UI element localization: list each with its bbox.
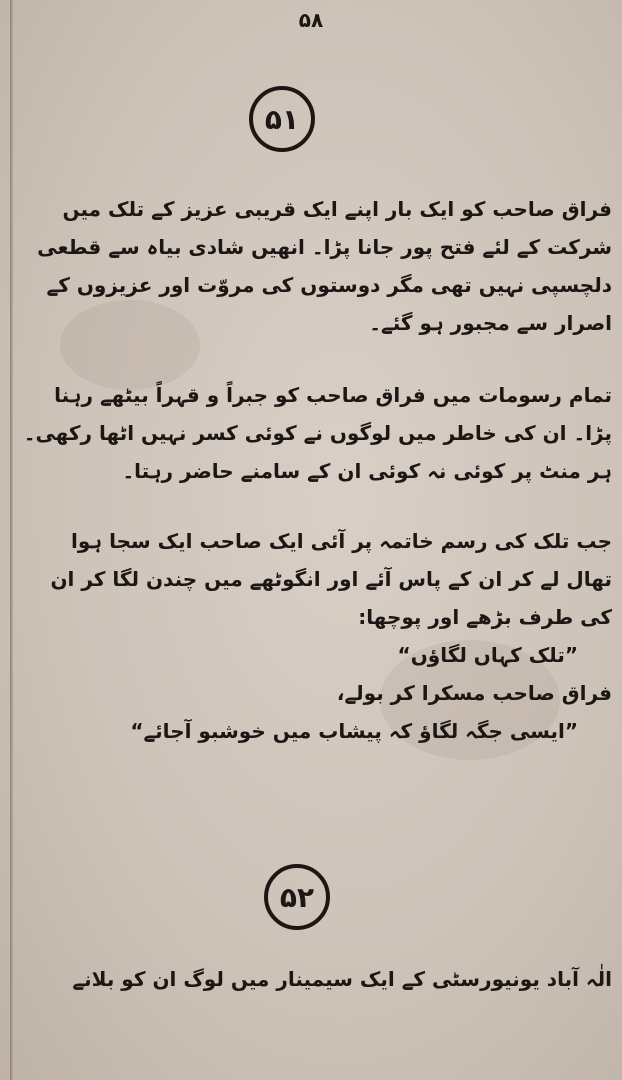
paragraph-text: الٰہ آباد یونیورسٹی کے ایک سیمینار میں لوگ ان کو بلانے xyxy=(72,967,612,991)
paragraph xyxy=(22,960,612,998)
paragraph-text: جب تلک کی رسم خاتمہ پر آئی ایک صاحب ایک سجا ہوا تھال لے کر ان کے پاس آئے اور انگوٹھے میں چندن لگا کر ان کی طرف بڑھے اور پوچھا: xyxy=(50,529,612,629)
paragraph-text: فراق صاحب کو ایک بار اپنے ایک قریبی عزیز کے تلک میں شرکت کے لئے فتح پور جانا پڑا۔ انھیں شادی بیاہ سے قطعی دلچسپی نہیں تھی مگر دوستوں کی مروّت اور عزیزوں کے اصرار سے مجبور ہو گئے۔ xyxy=(37,197,612,335)
reply-intro: فراق صاحب مسکرا کر بولے، xyxy=(336,681,612,705)
page-binding-edge xyxy=(10,0,13,1080)
paragraph-text: تمام رسومات میں فراق صاحب کو جبراً و قہراً بیٹھے رہنا پڑا۔ ان کی خاطر میں لوگوں نے کوئی کسر نہیں اٹھا رکھی۔ ہر منٹ پر کوئی نہ کوئی ان کے سامنے حاضر رہتا۔ xyxy=(23,383,612,483)
quoted-question: ”تلک کہاں لگاؤں“ xyxy=(397,643,578,667)
page-number: ۵۸ xyxy=(298,8,324,32)
quoted-reply: ”ایسی جگہ لگاؤ کہ پیشاب میں خوشبو آجائے“ xyxy=(130,719,578,743)
paragraph xyxy=(22,522,612,750)
section-number-badge: ۵۲ xyxy=(264,864,330,930)
section-number-badge: ۵۱ xyxy=(249,86,315,152)
paragraph xyxy=(22,376,612,490)
paragraph xyxy=(22,190,612,342)
